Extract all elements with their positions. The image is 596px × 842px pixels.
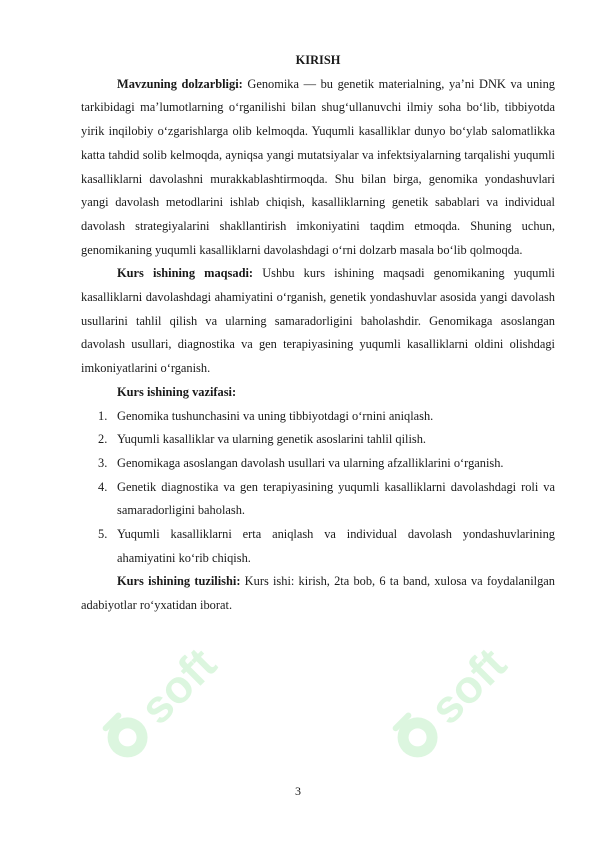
- list-item-text: Genomikaga asoslangan davolash usullari va ularning afzalliklarini o‘rganish.: [117, 455, 504, 470]
- list-item-text: Genetik diagnostika va gen terapiyasining yuqumli kasalliklarni davolashdagi roli va samaradorligini baholash.: [117, 479, 555, 518]
- list-item-number: 3.: [98, 455, 108, 470]
- list-item: [81, 523, 555, 570]
- tasks-heading: Kurs ishining vazifasi:: [117, 384, 237, 399]
- list-item: [81, 405, 555, 429]
- ss-logo-icon: [386, 706, 446, 766]
- watermark-left: [70, 600, 270, 790]
- list-item-number: 2.: [98, 432, 108, 447]
- watermark-text: soft: [419, 637, 517, 734]
- relevance-label: Mavzuning dolzarbligi:: [117, 76, 243, 91]
- relevance-paragraph: [81, 73, 555, 263]
- structure-paragraph: [81, 570, 555, 617]
- structure-label: Kurs ishining tuzilishi:: [117, 574, 241, 589]
- watermark-text: soft: [129, 637, 227, 734]
- goal-text: Ushbu kurs ishining maqsadi genomikaning yuqumli kasalliklarni davolashdagi ahamiyatini o‘rganish, genetik yondashuvlar asosida yangi davolash usullarini tahlil qilish va ularning samaradorligini baholashdir. Genomikaga asoslangan davolash usullari, diagnostika va gen terapiyasining yuqumli kasalliklarni oldini olishdagi imkoniyatlarini o‘rganish.: [81, 266, 556, 376]
- list-item-number: 5.: [98, 527, 108, 542]
- list-item-text: Yuqumli kasalliklarni erta aniqlash va individual davolash yondashuvlarining ahamiyatini ko‘rib chiqish.: [117, 527, 555, 565]
- list-item-text: Yuqumli kasalliklar va ularning genetik asoslarini tahlil qilish.: [117, 432, 427, 447]
- relevance-text: Genomika — bu genetik materialning, ya’ni DNK va uning tarkibidagi ma’lumotlarning o‘rganilishi bilan shug‘ullanuvchi ilmiy soha bo‘lib, tibbiyotda yirik inqilobiy o‘zgarishlarga olib kelmoqda. Yuqumli kasalliklar dunyo bo‘ylab salomatlikka katta tahdid solib kelmoqda, ayniqsa yangi mutatsiyalar va infektsiyalarning tarqalishi yuqumli kasalliklarni davolashni murakkablashtirmoqda. Shu bilan birga, genomika yondashuvlari yangi davolash metodlarini ishlab chiqish, kasalliklarning genetik sabablari va individual davolash strategiyalarini shakllantirish imkoniyatini taqdim etmoqda. Shuning uchun, genomikaning yuqumli kasalliklarni davolashdagi o‘rni dolzarb masala bo‘lib qolmoqda.: [81, 76, 555, 257]
- watermark-right: [360, 600, 560, 790]
- list-item-number: 4.: [98, 479, 108, 494]
- page-number: 3: [295, 784, 301, 798]
- page-title: KIRISH: [295, 53, 341, 67]
- ss-logo-icon: [96, 706, 156, 766]
- page-content: [81, 49, 555, 618]
- list-item-number: 1.: [98, 408, 108, 423]
- list-item: [81, 428, 555, 452]
- list-item-text: Genomika tushunchasini va uning tibbiyotdagi o‘rnini aniqlash.: [117, 408, 434, 423]
- goal-paragraph: [81, 262, 555, 381]
- list-item: [81, 476, 555, 523]
- goal-label: Kurs ishining maqsadi:: [117, 266, 254, 281]
- structure-text: Kurs ishi: kirish, 2ta bob, 6 ta band, xulosa va foydalanilgan adabiyotlar ro‘yxatidan iborat.: [81, 574, 555, 613]
- list-item: [81, 452, 555, 476]
- tasks-list: [81, 405, 555, 571]
